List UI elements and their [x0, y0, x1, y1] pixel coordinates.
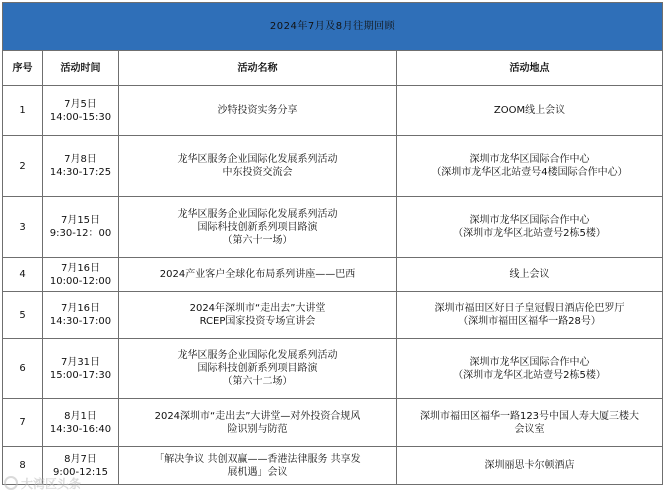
- row-time: 14:30-16:40: [49, 423, 112, 435]
- table-row: [3, 339, 663, 399]
- row-time-cell: [43, 136, 119, 197]
- row-number: 4: [3, 258, 43, 292]
- row-date: 7月15日: [60, 215, 101, 226]
- activity-schedule-table: [2, 2, 663, 485]
- row-number: 6: [3, 339, 43, 399]
- row-name-line: （第六十二场）: [222, 376, 293, 387]
- row-name-cell: [119, 258, 397, 292]
- row-venue-line: 深圳市福田区福华一路123号中国人寿大厦三楼大: [419, 410, 640, 422]
- row-time-cell: [43, 258, 119, 292]
- row-name-line: 龙华区服务企业国际化发展系列活动: [177, 154, 338, 165]
- row-time-cell: [43, 339, 119, 399]
- row-name-line: 2024产业客户全球化布局系列讲座——巴西: [159, 269, 356, 280]
- row-venue-cell: [397, 197, 663, 258]
- header-no: 序号: [3, 51, 43, 86]
- row-name-cell: [119, 399, 397, 447]
- row-venue-line: 会议室: [514, 423, 545, 435]
- row-name-line: 中东投资交流会: [222, 167, 293, 178]
- brand-logo-icon: [4, 476, 18, 490]
- row-venue-line: 深圳市龙华区国际合作中心: [469, 215, 590, 226]
- row-venue-line: （深圳市龙华区北站壹号2栋5楼）: [453, 228, 606, 239]
- row-name-line: 龙华区服务企业国际化发展系列活动: [177, 350, 338, 361]
- row-name-cell: [119, 136, 397, 197]
- row-name-line: （第六十一场）: [222, 234, 293, 246]
- table-header-row: [3, 51, 663, 86]
- row-venue-line: ZOOM线上会议: [493, 105, 566, 116]
- table-row: [3, 136, 663, 197]
- row-date: 8月1日: [64, 410, 97, 422]
- table-row: [3, 447, 663, 485]
- row-name-line: 龙华区服务企业国际化发展系列活动: [177, 208, 338, 220]
- row-number: 8: [3, 447, 43, 485]
- watermark: [4, 474, 81, 492]
- row-venue-cell: [397, 339, 663, 399]
- table-row: [3, 197, 663, 258]
- table-title-row: [3, 3, 663, 51]
- row-name-line: 2024年深圳市“走出去”大讲堂: [189, 303, 326, 314]
- row-date: 7月31日: [60, 356, 101, 368]
- row-venue-line: 线上会议: [509, 269, 550, 280]
- row-time: 14:30-17:25: [49, 167, 112, 178]
- row-time: 10:00-12:00: [49, 275, 112, 287]
- row-time-cell: [43, 86, 119, 136]
- table-row: [3, 292, 663, 339]
- row-number: 2: [3, 136, 43, 197]
- row-time: 9:30-12：00: [49, 228, 112, 239]
- row-name-line: 沙特投资实务分享: [217, 105, 298, 116]
- table-body: [3, 86, 663, 485]
- row-venue-line: （深圳市龙华区北站壹号2栋5楼）: [453, 369, 606, 381]
- row-date: 8月7日: [64, 453, 97, 465]
- row-venue-cell: [397, 292, 663, 339]
- row-name-line: 国际科技创新系列项目路演: [197, 363, 318, 374]
- row-venue-line: 深圳市龙华区国际合作中心: [469, 154, 590, 165]
- table-row: [3, 258, 663, 292]
- row-venue-cell: [397, 399, 663, 447]
- row-name-cell: [119, 197, 397, 258]
- row-time: 9:00-12:15: [53, 466, 108, 478]
- row-venue-line: 深圳市福田区好日子皇冠假日酒店伦巴罗厅: [434, 303, 625, 314]
- row-date: 7月5日: [64, 98, 97, 110]
- row-name-line: RCEP国家投资专场宣讲会: [199, 316, 316, 327]
- row-name-line: 国际科技创新系列项目路演: [197, 221, 318, 233]
- row-time: 14:00-15:30: [49, 111, 112, 123]
- row-date: 7月16日: [60, 303, 101, 314]
- row-number: 5: [3, 292, 43, 339]
- header-time: 活动时间: [43, 51, 119, 86]
- row-time: 15:00-17:30: [49, 369, 112, 381]
- row-venue-line: 深圳市龙华区国际合作中心: [469, 356, 590, 368]
- row-name-cell: [119, 292, 397, 339]
- row-name-cell: [119, 447, 397, 485]
- row-name-cell: [119, 86, 397, 136]
- row-venue-line: （深圳市龙华区北站壹号4楼国际合作中心）: [431, 167, 628, 178]
- row-number: 3: [3, 197, 43, 258]
- watermark-text: 大湾区头条: [21, 476, 82, 491]
- row-venue-cell: [397, 447, 663, 485]
- row-date: 7月8日: [64, 154, 97, 165]
- row-date: 7月16日: [60, 262, 101, 274]
- row-time-cell: [43, 197, 119, 258]
- row-name-cell: [119, 339, 397, 399]
- table-row: [3, 86, 663, 136]
- table-title: 2024年7月及8月往期回顾: [3, 3, 663, 51]
- row-name-line: 险识别与防范: [227, 423, 288, 435]
- row-venue-cell: [397, 258, 663, 292]
- row-venue-line: 深圳丽思卡尔顿酒店: [484, 460, 575, 471]
- row-venue-line: （深圳市福田区福华一路28号）: [458, 316, 601, 327]
- row-time-cell: [43, 292, 119, 339]
- row-name-line: 2024深圳市“走出去”大讲堂—对外投资合规风: [154, 410, 361, 422]
- header-venue: 活动地点: [397, 51, 663, 86]
- row-number: 1: [3, 86, 43, 136]
- header-name: 活动名称: [119, 51, 397, 86]
- row-number: 7: [3, 399, 43, 447]
- row-venue-cell: [397, 86, 663, 136]
- row-time-cell: [43, 399, 119, 447]
- row-name-line: 「解决争议 共创双赢——香港法律服务 共享发: [154, 453, 361, 465]
- row-name-line: 展机遇」会议: [227, 466, 288, 478]
- row-venue-cell: [397, 136, 663, 197]
- row-time: 14:30-17:00: [49, 316, 112, 327]
- table-row: [3, 399, 663, 447]
